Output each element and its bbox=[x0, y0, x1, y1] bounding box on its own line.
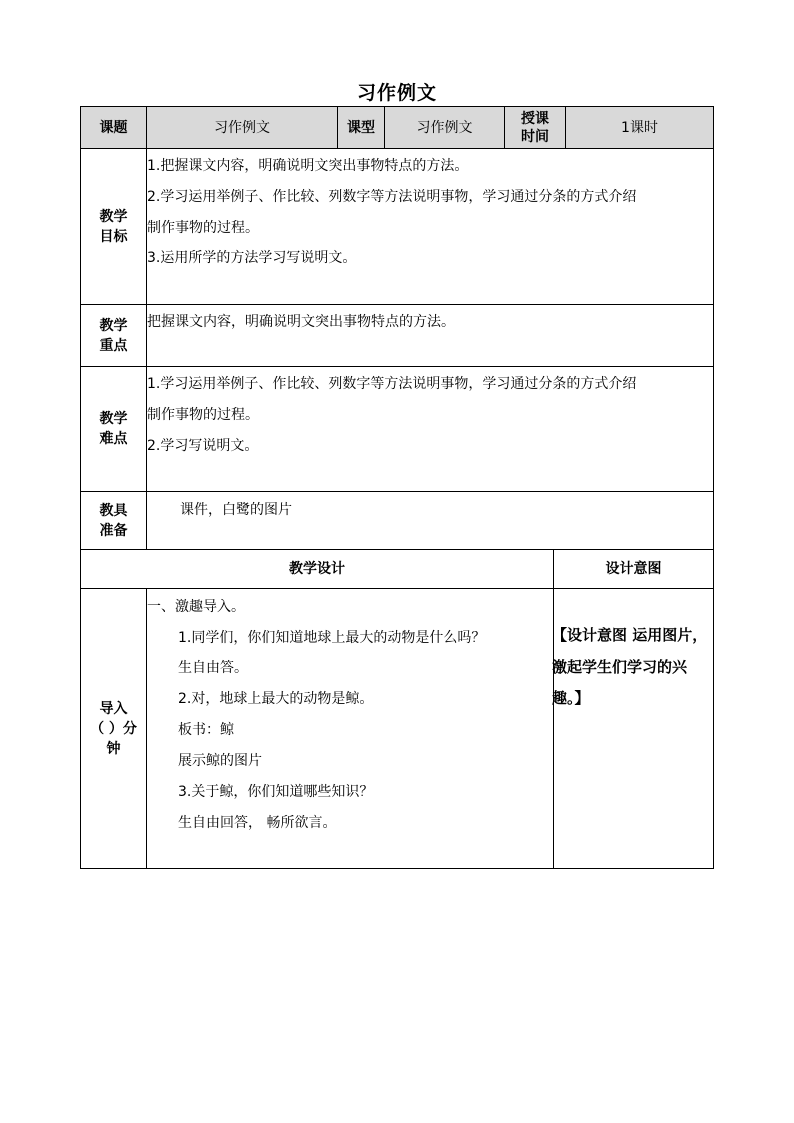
intent-header-label: 设计意图 bbox=[605, 561, 662, 577]
goals-line-4: 3.运用所学的方法学习写说明文。 bbox=[147, 250, 357, 266]
difficulties-line-1: 1.学习运用举例子、作比较、列数字等方法说明事物，学习通过分条的方式介绍 bbox=[147, 376, 637, 392]
subject-value-cell bbox=[146, 106, 338, 149]
type-value-cell bbox=[384, 106, 505, 149]
intro-label-line2: （ ）分 bbox=[90, 720, 137, 737]
time-label-line1: 授课 bbox=[521, 110, 549, 127]
keypoints-text: 把握课文内容，明确说明文突出事物特点的方法。 bbox=[147, 314, 455, 330]
goals-label-line1: 教学 bbox=[99, 208, 128, 225]
intro-line-5: 板书：鲸 bbox=[178, 722, 234, 738]
difficulties-content-cell bbox=[146, 366, 714, 492]
keypoints-label-line1: 教学 bbox=[99, 317, 128, 334]
intro-line-6: 展示鲸的图片 bbox=[178, 753, 262, 769]
goals-content-cell bbox=[146, 148, 714, 305]
intent-header-cell bbox=[553, 549, 714, 589]
intro-line-1: 一、激趣导入。 bbox=[147, 599, 245, 615]
difficulties-line-2: 制作事物的过程。 bbox=[147, 407, 259, 423]
intro-line-7: 3.关于鲸，你们知道哪些知识？ bbox=[178, 784, 374, 800]
type-value: 习作例文 bbox=[416, 119, 473, 136]
goals-line-3: 制作事物的过程。 bbox=[147, 220, 259, 236]
intent-line-2: 激起学生们学习的兴 bbox=[552, 658, 688, 676]
intro-line-4: 2.对，地球上最大的动物是鲸。 bbox=[178, 691, 374, 707]
intro-line-2: 1.同学们，你们知道地球上最大的动物是什么吗？ bbox=[178, 630, 486, 646]
keypoints-label-line2: 重点 bbox=[99, 337, 128, 354]
time-label-cell bbox=[504, 106, 566, 149]
tools-label-line2: 准备 bbox=[99, 522, 128, 539]
tools-content-cell bbox=[146, 491, 714, 550]
keypoints-content-cell bbox=[146, 304, 714, 367]
subject-label: 课题 bbox=[99, 119, 128, 136]
tools-label-line1: 教具 bbox=[99, 502, 128, 519]
goals-line-1: 1.把握课文内容，明确说明文突出事物特点的方法。 bbox=[147, 158, 469, 174]
goals-label-line2: 目标 bbox=[99, 228, 128, 245]
intro-label-cell bbox=[80, 588, 147, 869]
difficulties-label-cell bbox=[80, 366, 147, 492]
intro-label-line3: 钟 bbox=[106, 740, 121, 757]
goals-label-cell bbox=[80, 148, 147, 305]
tools-text: 课件，白鹭的图片 bbox=[180, 502, 292, 518]
type-label-cell bbox=[337, 106, 385, 149]
time-label-line2: 时间 bbox=[521, 128, 549, 145]
type-label: 课型 bbox=[347, 119, 375, 136]
intro-line-8: 生自由回答， 畅所欲言。 bbox=[178, 815, 337, 831]
difficulties-label-line2: 难点 bbox=[99, 431, 128, 447]
intent-line-1: 【设计意图 运用图片， bbox=[552, 626, 708, 644]
document-title: 习作例文 bbox=[356, 82, 437, 104]
intro-content-cell bbox=[146, 588, 554, 869]
goals-line-2: 2.学习运用举例子、作比较、列数字等方法说明事物，学习通过分条的方式介绍 bbox=[147, 189, 637, 205]
tools-label-cell bbox=[80, 491, 147, 550]
subject-value: 习作例文 bbox=[214, 119, 270, 136]
intro-intent-cell bbox=[553, 588, 714, 869]
design-header-label: 教学设计 bbox=[289, 561, 345, 577]
design-header-cell bbox=[80, 549, 554, 589]
subject-label-cell bbox=[80, 106, 147, 149]
keypoints-label-cell bbox=[80, 304, 147, 367]
time-value-cell bbox=[565, 106, 714, 149]
difficulties-label-line1: 教学 bbox=[99, 411, 128, 427]
intro-line-3: 生自由答。 bbox=[178, 660, 248, 676]
intro-label-line1: 导入 bbox=[99, 700, 128, 717]
time-value: 1课时 bbox=[621, 119, 658, 136]
intent-line-3: 趣。】 bbox=[552, 689, 590, 707]
difficulties-line-3: 2.学习写说明文。 bbox=[147, 438, 259, 454]
